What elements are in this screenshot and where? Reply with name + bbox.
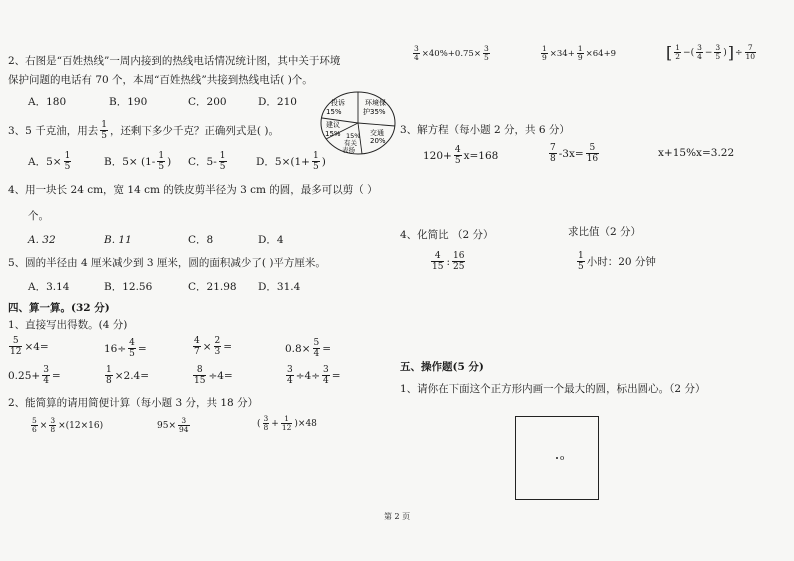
ratio-expr-2: $\frac{1}{5}$ 小时：20 分钟 xyxy=(578,251,656,272)
frac-num: 1 xyxy=(158,151,165,161)
q4-line2: 个。 xyxy=(28,210,49,222)
q3-opt-c-text: C．5- xyxy=(188,156,217,168)
eq1-post: x=168 xyxy=(463,149,499,162)
simplify-3: ( $\frac{3}{8}$ + $\frac{1}{12}$ )×48 xyxy=(257,414,317,432)
q4-option-c: C．8 xyxy=(188,234,214,246)
q2-option-c: C．200 xyxy=(188,96,227,108)
pie-label-complaint: 投诉 xyxy=(331,99,345,107)
pie-label-env: 环境保 xyxy=(365,99,386,107)
q3-opt-b-close: ) xyxy=(167,155,172,168)
frac-den: 5 xyxy=(312,162,319,172)
q2-line1: 2、右图是“百姓热线”一周内接到的热线电话情况统计图，其中关于环境 xyxy=(8,55,341,67)
q2-option-a: A．180 xyxy=(28,96,67,108)
calc-6: $\frac{1}{8}$ ×2.4= xyxy=(106,365,150,386)
q3-opt-a-frac xyxy=(64,151,72,172)
q4-option-d: D．4 xyxy=(258,234,284,246)
q3-opt-d-text: D．5×(1+ xyxy=(256,156,310,168)
hotline-pie-chart xyxy=(318,90,398,156)
q3-opt-c-frac xyxy=(219,151,227,172)
q2-option-d: D．210 xyxy=(258,96,297,108)
q3-option-c xyxy=(188,151,228,172)
q2-line2: 保护问题的电话有 70 个，本周“百姓热线”共接到热线电话( )个。 xyxy=(8,74,313,86)
eq2-post: -3x= xyxy=(558,147,584,160)
pie-label-praise-2: 表扬 xyxy=(342,146,355,154)
calc-3: $\frac{4}{7}$ × $\frac{2}{3}$ = xyxy=(194,336,233,357)
section4-sub2: 2、能简算的请用简便计算（每小题 3 分，共 18 分） xyxy=(8,397,259,409)
ratio-value-title: 求比值（2 分） xyxy=(568,226,642,238)
pie-value-traffic: 20% xyxy=(370,137,386,145)
calc-4: 0.8× $\frac{5}{4}$ = xyxy=(285,338,332,359)
frac-num: 1 xyxy=(219,151,226,161)
ratio-expr-2-text: 小时：20 分钟 xyxy=(586,256,656,268)
frac-den: 5 xyxy=(101,131,107,141)
q3-opt-b-text: B．5× (1- xyxy=(104,156,156,168)
center-dot xyxy=(556,457,558,459)
equation-2: $\frac{7}{8}$ -3x= $\frac{5}{16}$ xyxy=(550,143,599,164)
q4-option-b: B. 11 xyxy=(104,234,132,246)
top-expr-2-tail: ×64+9 xyxy=(585,48,617,59)
frac-den: 5 xyxy=(219,162,226,172)
simplify-2: 95× $\frac{3}{94}$ xyxy=(157,416,189,434)
pie-value-complaint: 15% xyxy=(326,108,342,116)
top-expr-1: $\frac{3}{4}$ ×40%+0.75× $\frac{3}{5}$ xyxy=(414,44,489,62)
center-label: o xyxy=(560,454,565,462)
q3-fraction xyxy=(100,120,108,141)
square-drawing-area[interactable] xyxy=(515,416,599,500)
q4-line1: 4、用一块长 24 cm，宽 14 cm 的铁皮剪半径为 3 cm 的圆，最多可以剪（ ） xyxy=(8,184,378,196)
top-expr-1-text: ×40%+0.75× xyxy=(421,48,481,59)
simplify-ratio-title: 4、化简比 （2 分） xyxy=(400,229,494,241)
solve-title: 3、解方程（每小题 2 分，共 6 分） xyxy=(400,124,570,136)
q3-stem xyxy=(8,120,279,141)
q3-prefix: 3、5 千克油，用去 xyxy=(8,125,99,137)
section4-sub1: 1、直接写出得数。(4 分) xyxy=(8,319,128,331)
frac-num: 1 xyxy=(64,151,71,161)
q3-opt-d-frac xyxy=(312,151,320,172)
equation-3: x+15%x=3.22 xyxy=(658,147,735,159)
pie-value-praise: 15% xyxy=(346,132,361,140)
q3-suffix: ，还剩下多少千克？正确列式是( )。 xyxy=(109,125,279,137)
calc-1: $\frac{5}{12}$ ×4= xyxy=(10,336,49,357)
simplify-1: $\frac{5}{6}$ × $\frac{3}{8}$ ×(12×16) xyxy=(32,416,104,434)
q3-option-a xyxy=(28,151,72,172)
calc-7: $\frac{8}{15}$ ÷4= xyxy=(194,365,233,386)
q3-option-d xyxy=(256,151,326,172)
q3-option-b xyxy=(104,151,171,172)
frac-num: 1 xyxy=(312,151,319,161)
section4-title: 四、算一算。(32 分) xyxy=(8,302,110,314)
ratio-expr-1: $\frac{4}{15}$ : $\frac{16}{25}$ xyxy=(432,251,465,272)
pie-label-praise-1: 有关 xyxy=(344,139,357,147)
frac-den: 5 xyxy=(158,162,165,172)
section5-title: 五、操作题(5 分) xyxy=(400,361,484,373)
page-number: 第 2 页 xyxy=(384,512,411,521)
pie-value-env: 护35% xyxy=(363,108,386,116)
operation-1: 1、请你在下面这个正方形内画一个最大的圆，标出圆心。（2 分） xyxy=(400,383,706,395)
top-expr-3: [ $\frac{1}{2}$ −( $\frac{3}{4}$ − $\frac{3}{5}$ ) ] ÷ $\frac{7}{10}$ xyxy=(666,43,756,62)
q3-opt-b-frac xyxy=(157,151,165,172)
calc-5: 0.25+ $\frac{3}{4}$ = xyxy=(8,365,61,386)
frac-den: 5 xyxy=(64,162,71,172)
pie-label-traffic: 交通 xyxy=(370,129,384,137)
top-expr-2-text: ×34+ xyxy=(549,48,575,59)
q2-option-b: B．190 xyxy=(109,96,148,108)
equation-1: 120+ $\frac{4}{5}$ x=168 xyxy=(423,145,499,166)
q5-option-b: B．12.56 xyxy=(104,281,153,293)
calc-2: 16÷ $\frac{4}{5}$ = xyxy=(104,338,147,359)
frac-num: 1 xyxy=(101,120,107,130)
calc-8: $\frac{3}{4}$ ÷4÷ $\frac{3}{4}$ = xyxy=(287,365,341,386)
pie-value-suggest: 15% xyxy=(325,130,341,138)
q5-option-d: D．31.4 xyxy=(258,281,301,293)
q5-line: 5、圆的半径由 4 厘米减少到 3 厘米，圆的面积减少了( )平方厘米。 xyxy=(8,257,326,269)
pie-label-suggest: 建议 xyxy=(326,121,340,129)
q3-opt-a-text: A．5× xyxy=(28,156,62,168)
q5-option-c: C．21.98 xyxy=(188,281,237,293)
top-expr-2: $\frac{1}{9}$ ×34+ $\frac{1}{9}$ ×64+9 xyxy=(542,44,617,62)
q4-option-a: A. 32 xyxy=(28,234,56,246)
eq1-pre: 120+ xyxy=(423,149,452,162)
q3-opt-d-close: ) xyxy=(321,155,326,168)
q5-option-a: A．3.14 xyxy=(28,281,70,293)
